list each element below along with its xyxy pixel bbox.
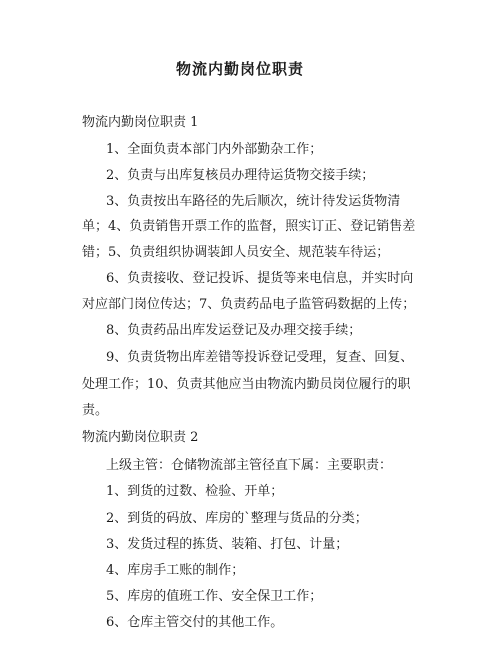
paragraph-line: 5、库房的值班工作、安全保卫工作； (106, 589, 323, 604)
paragraph-line: 3、发货过程的拣货、装箱、打包、计量； (106, 537, 349, 552)
paragraph-line: 8、负责药品出库发运登记及办理交接手续； (106, 323, 362, 338)
paragraph-line: 9、负责货物出库差错等投诉登记受理，复查、回复、 (106, 350, 414, 365)
paragraph-line: 1、到货的过数、检验、开单； (106, 484, 284, 499)
paragraph-line: 对应部门岗位传达；7、负责药品电子监管码数据的上传； (82, 297, 416, 312)
paragraph-line: 处理工作；10、负责其他应当由物流内勤员岗位履行的职 (82, 377, 411, 392)
paragraph-line: 3、负责按出车路径的先后顺次，统计待发运货物清 (106, 194, 401, 209)
paragraph-line: 责。 (82, 403, 109, 418)
paragraph-line: 2、负责与出库复核员办理待运货物交接手续； (106, 168, 375, 183)
document-title: 物流内勤岗位职责 (175, 60, 304, 78)
section-heading-2: 物流内勤岗位职责 2 (82, 430, 199, 445)
paragraph-line: 1、全面负责本部门内外部勤杂工作； (106, 142, 323, 157)
paragraph-line: 上级主管：仓储物流部主管径直下属：主要职责： (106, 458, 393, 473)
paragraph-line: 单；4、负责销售开票工作的监督，照实订正、登记销售差 (82, 219, 416, 234)
paragraph-line: 6、负责接收、登记投诉、提货等来电信息，并实时向 (106, 271, 414, 286)
paragraph-line: 4、库房手工账的制作； (106, 563, 245, 578)
paragraph-line: 错；5、负责组织协调装卸人员安全、规范装车待运； (82, 245, 390, 260)
paragraph-line: 6、仓库主管交付的其他工作。 (106, 615, 284, 630)
paragraph-line: 2、到货的码放、库房的`整理与货品的分类； (106, 511, 368, 526)
section-heading-1: 物流内勤岗位职责 1 (82, 115, 199, 130)
